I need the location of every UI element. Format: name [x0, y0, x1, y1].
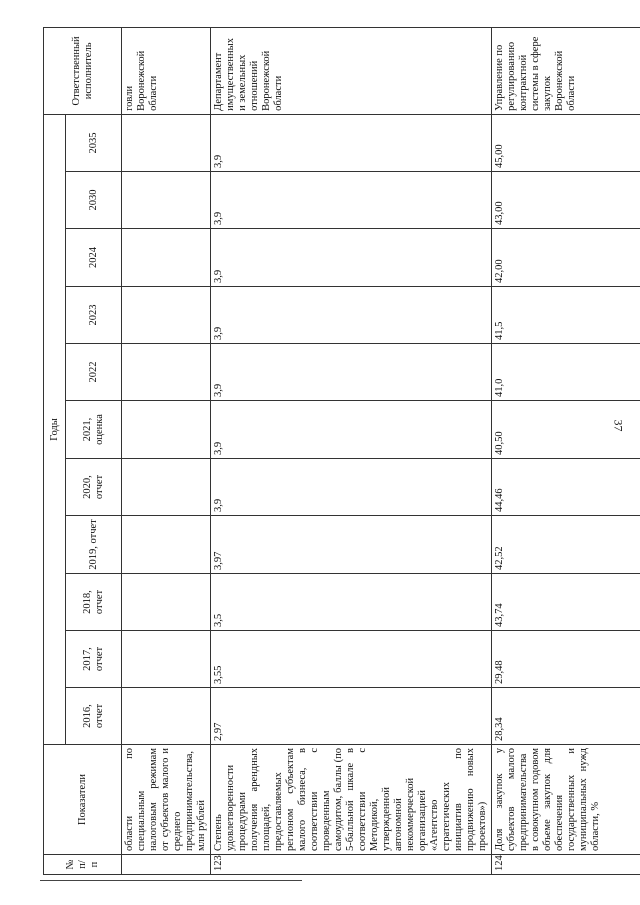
- header-num: № п/п: [44, 855, 122, 875]
- header-year: 2018, отчет: [66, 574, 122, 631]
- row-value: 43,00: [492, 172, 640, 229]
- header-year: 2020, отчет: [66, 459, 122, 516]
- row-responsible: говли Воронежской области: [122, 27, 211, 114]
- row-indicator: Доля закупок у субъектов малого предпринимательства в совокупном годовом объеме закупок для обеспечения государственных и муниципальных нужд области, %: [492, 745, 640, 855]
- header-year: 2030: [66, 172, 122, 229]
- row-value: 29,48: [492, 631, 640, 688]
- header-year: 2023: [66, 287, 122, 344]
- row-value: 3,9: [211, 172, 492, 229]
- header-year: 2035: [66, 114, 122, 171]
- row-value: 3,9: [211, 287, 492, 344]
- row-value: 3,5: [211, 574, 492, 631]
- row-value: [122, 688, 211, 745]
- row-value: 41,0: [492, 344, 640, 401]
- row-value: 42,00: [492, 229, 640, 287]
- rotated-table-region: [43, 28, 623, 875]
- table-row: [211, 27, 492, 874]
- header-indicators: Показатели: [44, 745, 122, 855]
- header-year: 2019, отчет: [66, 516, 122, 574]
- row-value: [122, 229, 211, 287]
- row-value: [122, 344, 211, 401]
- header-year: 2022: [66, 344, 122, 401]
- row-value: 45,00: [492, 114, 640, 171]
- row-value: 44,46: [492, 459, 640, 516]
- row-value: 3,97: [211, 516, 492, 574]
- row-num: 123: [211, 855, 492, 875]
- row-value: 41,5: [492, 287, 640, 344]
- row-num: 124: [492, 855, 640, 875]
- row-value: 40,50: [492, 401, 640, 459]
- row-value: 3,9: [211, 114, 492, 171]
- row-value: [122, 631, 211, 688]
- row-value: [122, 114, 211, 171]
- row-value: 42,52: [492, 516, 640, 574]
- header-year: 2016, отчет: [66, 688, 122, 745]
- header-years: Годы: [44, 114, 66, 744]
- indicators-table: [43, 27, 640, 875]
- row-value: [122, 574, 211, 631]
- row-value: 43,74: [492, 574, 640, 631]
- row-value: [122, 172, 211, 229]
- row-value: 28,34: [492, 688, 640, 745]
- table-row: [122, 27, 211, 874]
- row-value: [122, 401, 211, 459]
- row-value: [122, 287, 211, 344]
- row-value: 3,9: [211, 459, 492, 516]
- footnote-divider: [40, 880, 302, 881]
- row-value: [122, 516, 211, 574]
- row-value: [122, 459, 211, 516]
- header-responsible: Ответственный исполнитель: [44, 27, 122, 114]
- row-value: 3,55: [211, 631, 492, 688]
- header-year: 2021, оценка: [66, 401, 122, 459]
- header-year: 2024: [66, 229, 122, 287]
- row-num: [122, 855, 211, 875]
- page-number: 37: [611, 419, 626, 432]
- row-value: 3,9: [211, 344, 492, 401]
- row-responsible: Управление по регулированию контрактной системы в сфере закупок Воронежской области: [492, 27, 640, 114]
- row-indicator: области по специальным налоговым режимам от субъектов малого и среднего предпринимательства, млн рублей: [122, 745, 211, 855]
- row-indicator: Степень удовлетворенности процедурами получения арендных площадей, предоставляемых регионом субъектам малого бизнеса, в соответствии с проведенным самоудитом, баллы (по 5-балльной шкале в соответствии с Методикой, утвержденной автономной некоммерческой организацией «Агентство стратегических инициатив по продвижению новых проектов»): [211, 745, 492, 855]
- table-row: [492, 27, 640, 874]
- row-responsible: Департамент имущественных и земельных отношений Воронежской области: [211, 27, 492, 114]
- row-value: 3,9: [211, 401, 492, 459]
- header-year: 2017, отчет: [66, 631, 122, 688]
- row-value: 3,9: [211, 229, 492, 287]
- row-value: 2,97: [211, 688, 492, 745]
